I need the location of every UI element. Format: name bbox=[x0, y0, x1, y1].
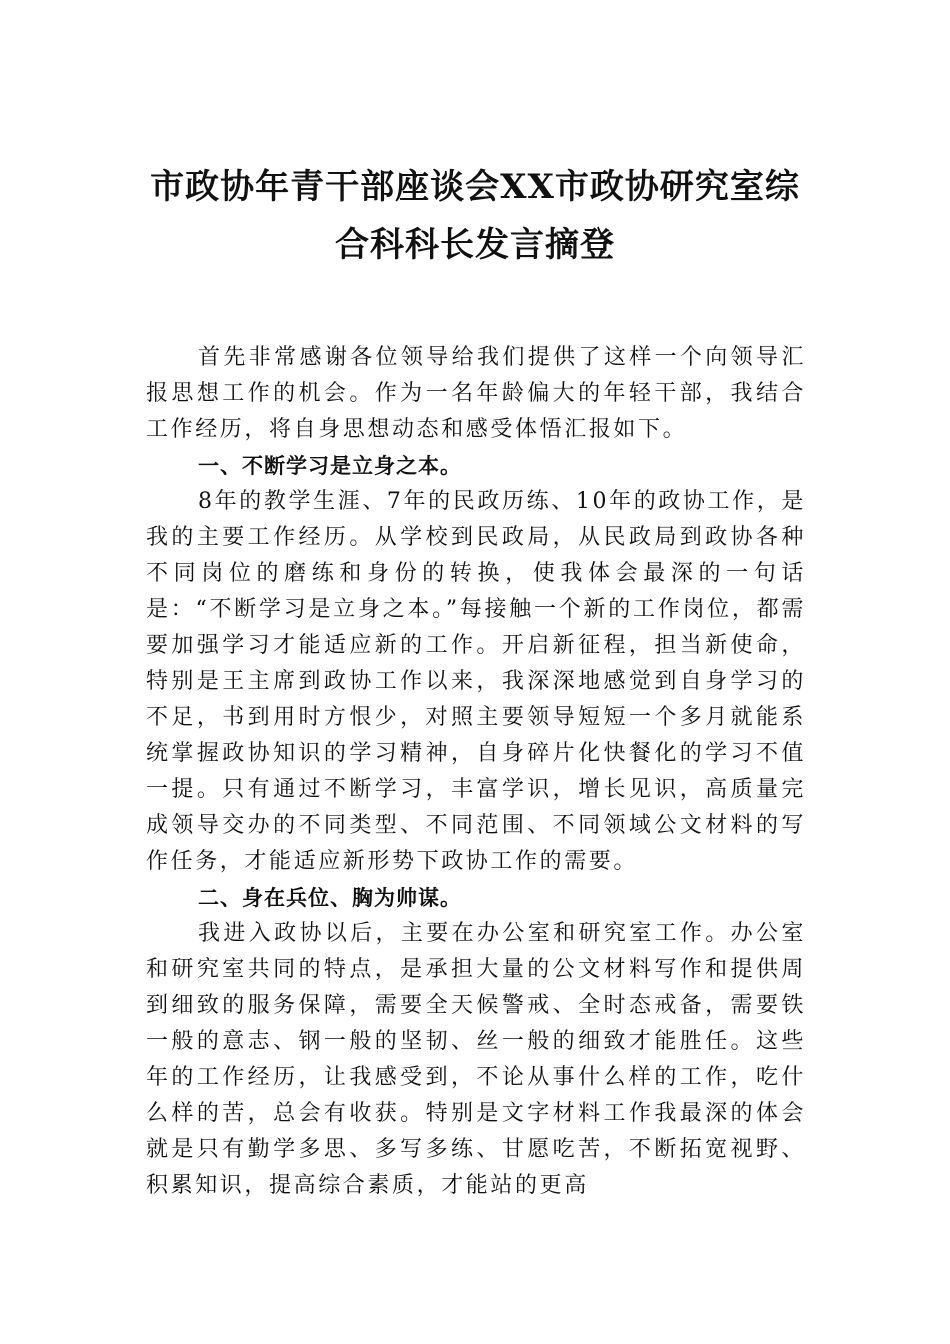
section-2-heading: 二、身在兵位、胸为帅谋。 bbox=[198, 886, 462, 910]
document-title bbox=[120, 158, 830, 274]
intro-paragraph: 首先非常感谢各位领导给我们提供了这样一个向领导汇报思想工作的机会。作为一名年龄偏大的年轻干部，我结合工作经历，将自身思想动态和感受体悟汇报如下。 bbox=[146, 345, 806, 442]
title-line-1: 市政协年青干部座谈会XX市政协研究室综 bbox=[150, 167, 800, 207]
document-body bbox=[146, 340, 806, 1204]
section-1-paragraph: 8年的教学生涯、7年的民政历练、10年的政协工作，是我的主要工作经历。从学校到民政局，从民政局到政协各种不同岗位的磨练和身份的转换，使我体会最深的一句话是：“不断学习是立身之本。”每接触一个新的工作岗位，都需要加强学习才能适应新的工作。开启新征程，担当新使命，特别是王主席到政协工作以来，我深深地感觉到自身学习的不足，书到用时方恨少，对照主要领导短短一个多月就能系统掌握政协知识的学习精神，自身碎片化快餐化的学习不值一提。只有通过不断学习，丰富学识，增长见识，高质量完成领导交办的不同类型、不同范围、不同领域公文材料的写作任务，才能适应新形势下政协工作的需要。 bbox=[146, 489, 806, 874]
title-line-2: 合科科长发言摘登 bbox=[335, 225, 615, 265]
section-1-heading: 一、不断学习是立身之本。 bbox=[198, 454, 462, 478]
section-2-paragraph: 我进入政协以后，主要在办公室和研究室工作。办公室和研究室共同的特点，是承担大量的公文材料写作和提供周到细致的服务保障，需要全天候警戒、全时态戒备，需要铁一般的意志、钢一般的坚韧、丝一般的细致才能胜任。这些年的工作经历，让我感受到，不论从事什么样的工作，吃什么样的苦，总会有收获。特别是文字材料工作我最深的体会就是只有勤学多思、多写多练、甘愿吃苦，不断拓宽视野、积累知识，提高综合素质，才能站的更高 bbox=[146, 921, 806, 1198]
